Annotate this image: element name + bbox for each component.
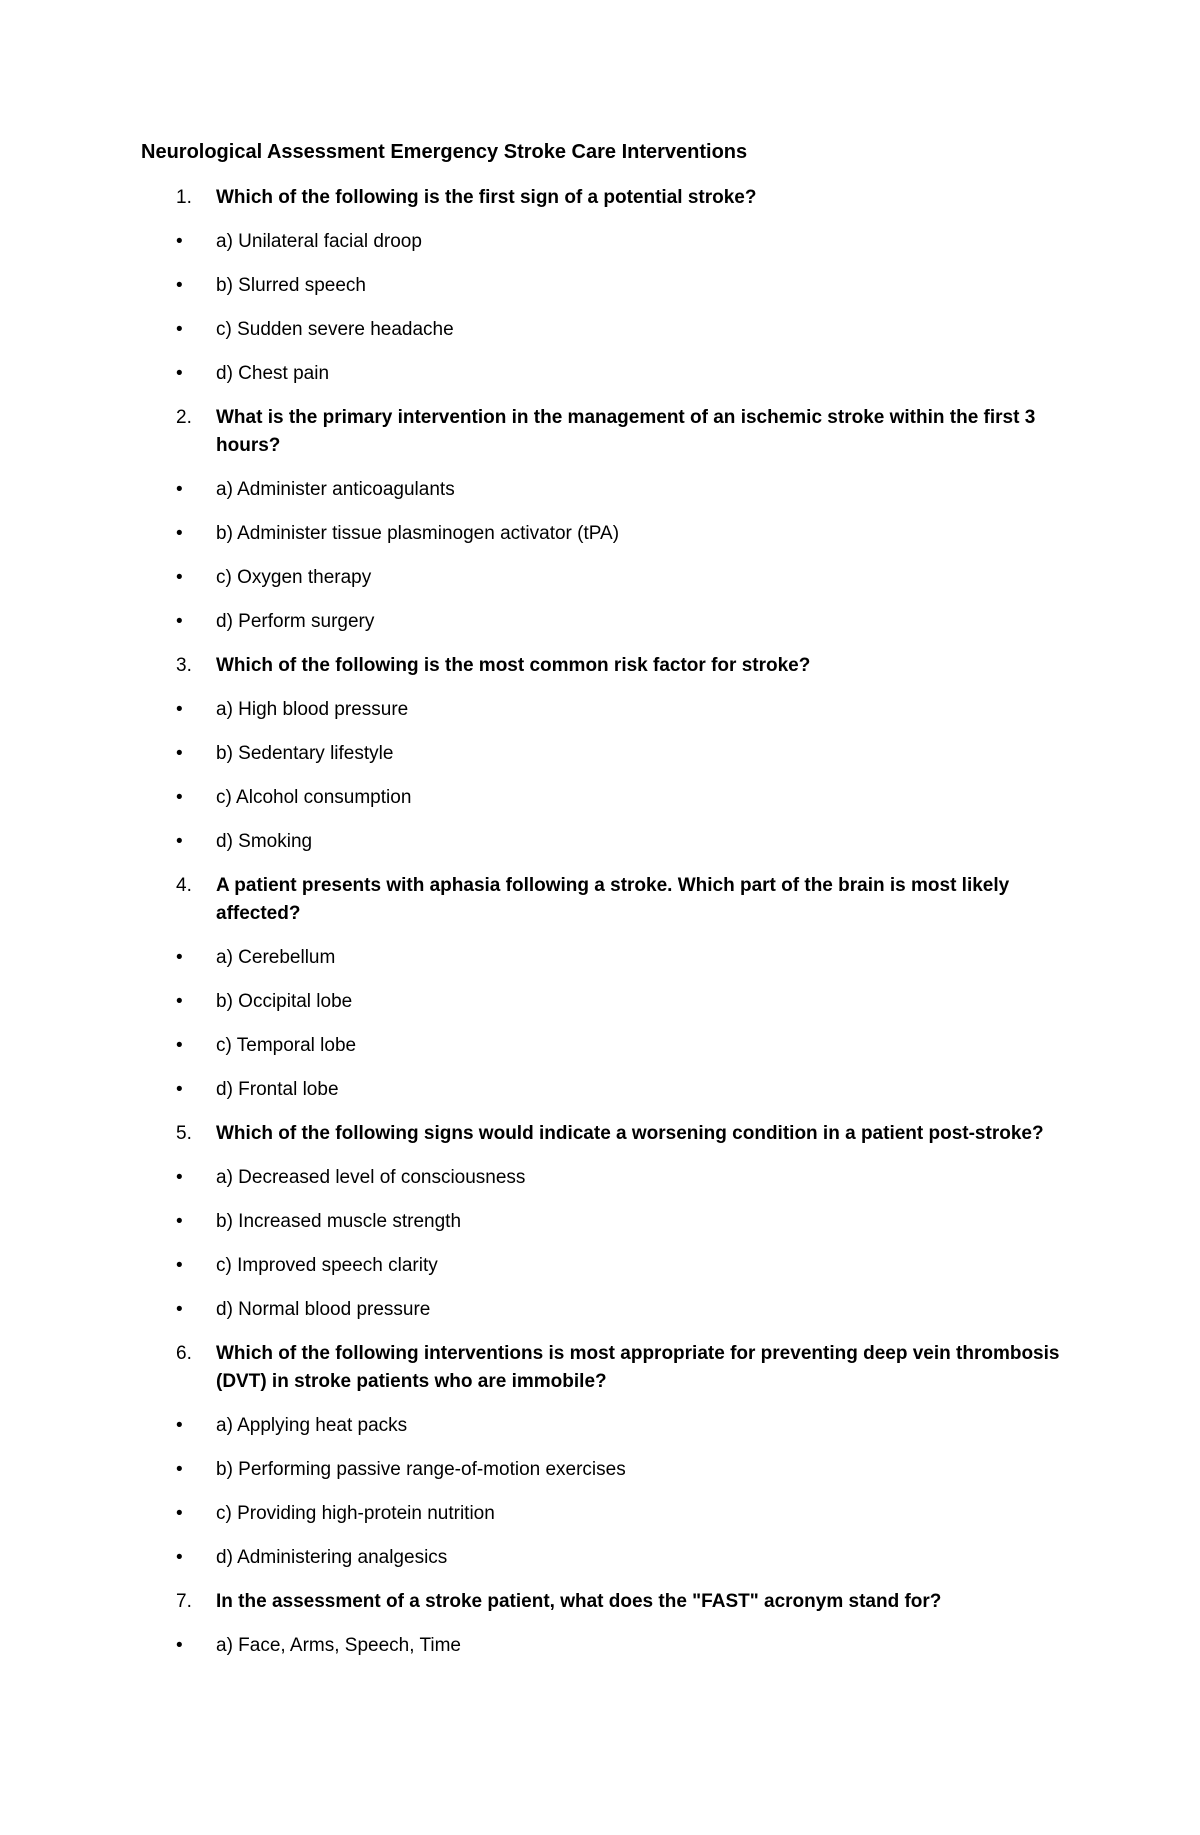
bullet-icon: • bbox=[176, 523, 183, 544]
question-2 bbox=[141, 404, 1061, 460]
option-text: a) Face, Arms, Speech, Time bbox=[216, 1635, 461, 1656]
answer-option bbox=[141, 1500, 1061, 1528]
answer-option bbox=[141, 608, 1061, 636]
question-text: Which of the following signs would indicate a worsening condition in a patient post-stroke? bbox=[216, 1123, 1044, 1144]
answer-option bbox=[141, 1208, 1061, 1236]
answer-option bbox=[141, 564, 1061, 592]
question-text: Which of the following is the most common risk factor for stroke? bbox=[216, 655, 811, 676]
bullet-icon: • bbox=[176, 1503, 183, 1524]
option-text: a) Decreased level of consciousness bbox=[216, 1167, 526, 1188]
bullet-icon: • bbox=[176, 611, 183, 632]
option-text: c) Temporal lobe bbox=[216, 1035, 357, 1056]
bullet-icon: • bbox=[176, 1167, 183, 1188]
question-text: What is the primary intervention in the management of an ischemic stroke within the first 3 hours? bbox=[216, 407, 1036, 456]
bullet-icon: • bbox=[176, 831, 183, 852]
question-1 bbox=[141, 184, 1061, 212]
option-text: d) Smoking bbox=[216, 831, 313, 852]
option-text: c) Alcohol consumption bbox=[216, 787, 412, 808]
answer-option bbox=[141, 228, 1061, 256]
option-text: b) Slurred speech bbox=[216, 275, 366, 296]
question-5 bbox=[141, 1120, 1061, 1148]
option-text: b) Increased muscle strength bbox=[216, 1211, 462, 1232]
bullet-icon: • bbox=[176, 1299, 183, 1320]
answer-option bbox=[141, 740, 1061, 768]
option-text: a) Cerebellum bbox=[216, 947, 336, 968]
answer-option bbox=[141, 784, 1061, 812]
bullet-icon: • bbox=[176, 1035, 183, 1056]
answer-option bbox=[141, 1076, 1061, 1104]
option-text: d) Normal blood pressure bbox=[216, 1299, 431, 1320]
question-number: 1. bbox=[176, 187, 192, 208]
bullet-icon: • bbox=[176, 1635, 183, 1656]
answer-option bbox=[141, 1456, 1061, 1484]
document-content bbox=[141, 140, 1061, 1676]
bullet-icon: • bbox=[176, 787, 183, 808]
answer-option bbox=[141, 272, 1061, 300]
question-number: 4. bbox=[176, 875, 192, 896]
question-number: 6. bbox=[176, 1343, 192, 1364]
answer-option bbox=[141, 1412, 1061, 1440]
bullet-icon: • bbox=[176, 991, 183, 1012]
answer-option bbox=[141, 696, 1061, 724]
answer-option bbox=[141, 944, 1061, 972]
answer-option bbox=[141, 1544, 1061, 1572]
question-number: 5. bbox=[176, 1123, 192, 1144]
option-text: a) Administer anticoagulants bbox=[216, 479, 455, 500]
answer-option bbox=[141, 1296, 1061, 1324]
question-text: Which of the following is the first sign of a potential stroke? bbox=[216, 187, 757, 208]
question-6 bbox=[141, 1340, 1061, 1396]
option-text: b) Sedentary lifestyle bbox=[216, 743, 394, 764]
option-text: a) Unilateral facial droop bbox=[216, 231, 422, 252]
question-text: Which of the following interventions is most appropriate for preventing deep vein thrombosis (DVT) in stroke patients who are immobile? bbox=[216, 1343, 1060, 1392]
bullet-icon: • bbox=[176, 231, 183, 252]
option-text: d) Chest pain bbox=[216, 363, 330, 384]
answer-option bbox=[141, 988, 1061, 1016]
option-text: d) Frontal lobe bbox=[216, 1079, 339, 1100]
option-text: c) Sudden severe headache bbox=[216, 319, 454, 340]
option-text: b) Occipital lobe bbox=[216, 991, 353, 1012]
bullet-icon: • bbox=[176, 1211, 183, 1232]
bullet-icon: • bbox=[176, 275, 183, 296]
answer-option bbox=[141, 360, 1061, 388]
option-text: b) Administer tissue plasminogen activator (tPA) bbox=[216, 523, 620, 544]
bullet-icon: • bbox=[176, 947, 183, 968]
bullet-icon: • bbox=[176, 567, 183, 588]
bullet-icon: • bbox=[176, 363, 183, 384]
option-text: a) Applying heat packs bbox=[216, 1415, 408, 1436]
answer-option bbox=[141, 1632, 1061, 1660]
answer-option bbox=[141, 316, 1061, 344]
option-text: c) Oxygen therapy bbox=[216, 567, 372, 588]
question-3 bbox=[141, 652, 1061, 680]
option-text: a) High blood pressure bbox=[216, 699, 409, 720]
document-title: Neurological Assessment Emergency Stroke Care Interventions bbox=[141, 141, 748, 163]
bullet-icon: • bbox=[176, 1079, 183, 1100]
question-number: 3. bbox=[176, 655, 192, 676]
bullet-icon: • bbox=[176, 1459, 183, 1480]
bullet-icon: • bbox=[176, 479, 183, 500]
bullet-icon: • bbox=[176, 319, 183, 340]
bullet-icon: • bbox=[176, 1255, 183, 1276]
bullet-icon: • bbox=[176, 1415, 183, 1436]
answer-option bbox=[141, 1252, 1061, 1280]
bullet-icon: • bbox=[176, 743, 183, 764]
question-text: In the assessment of a stroke patient, what does the "FAST" acronym stand for? bbox=[216, 1591, 942, 1612]
option-text: c) Improved speech clarity bbox=[216, 1255, 438, 1276]
question-4 bbox=[141, 872, 1061, 928]
option-text: b) Performing passive range-of-motion exercises bbox=[216, 1459, 626, 1480]
question-text: A patient presents with aphasia following a stroke. Which part of the brain is most likely affected? bbox=[216, 875, 1010, 924]
bullet-icon: • bbox=[176, 699, 183, 720]
answer-option bbox=[141, 1032, 1061, 1060]
option-text: d) Perform surgery bbox=[216, 611, 375, 632]
question-7 bbox=[141, 1588, 1061, 1616]
answer-option bbox=[141, 476, 1061, 504]
answer-option bbox=[141, 520, 1061, 548]
question-number: 7. bbox=[176, 1591, 192, 1612]
answer-option bbox=[141, 828, 1061, 856]
bullet-icon: • bbox=[176, 1547, 183, 1568]
answer-option bbox=[141, 1164, 1061, 1192]
option-text: c) Providing high-protein nutrition bbox=[216, 1503, 495, 1524]
question-number: 2. bbox=[176, 407, 192, 428]
option-text: d) Administering analgesics bbox=[216, 1547, 448, 1568]
